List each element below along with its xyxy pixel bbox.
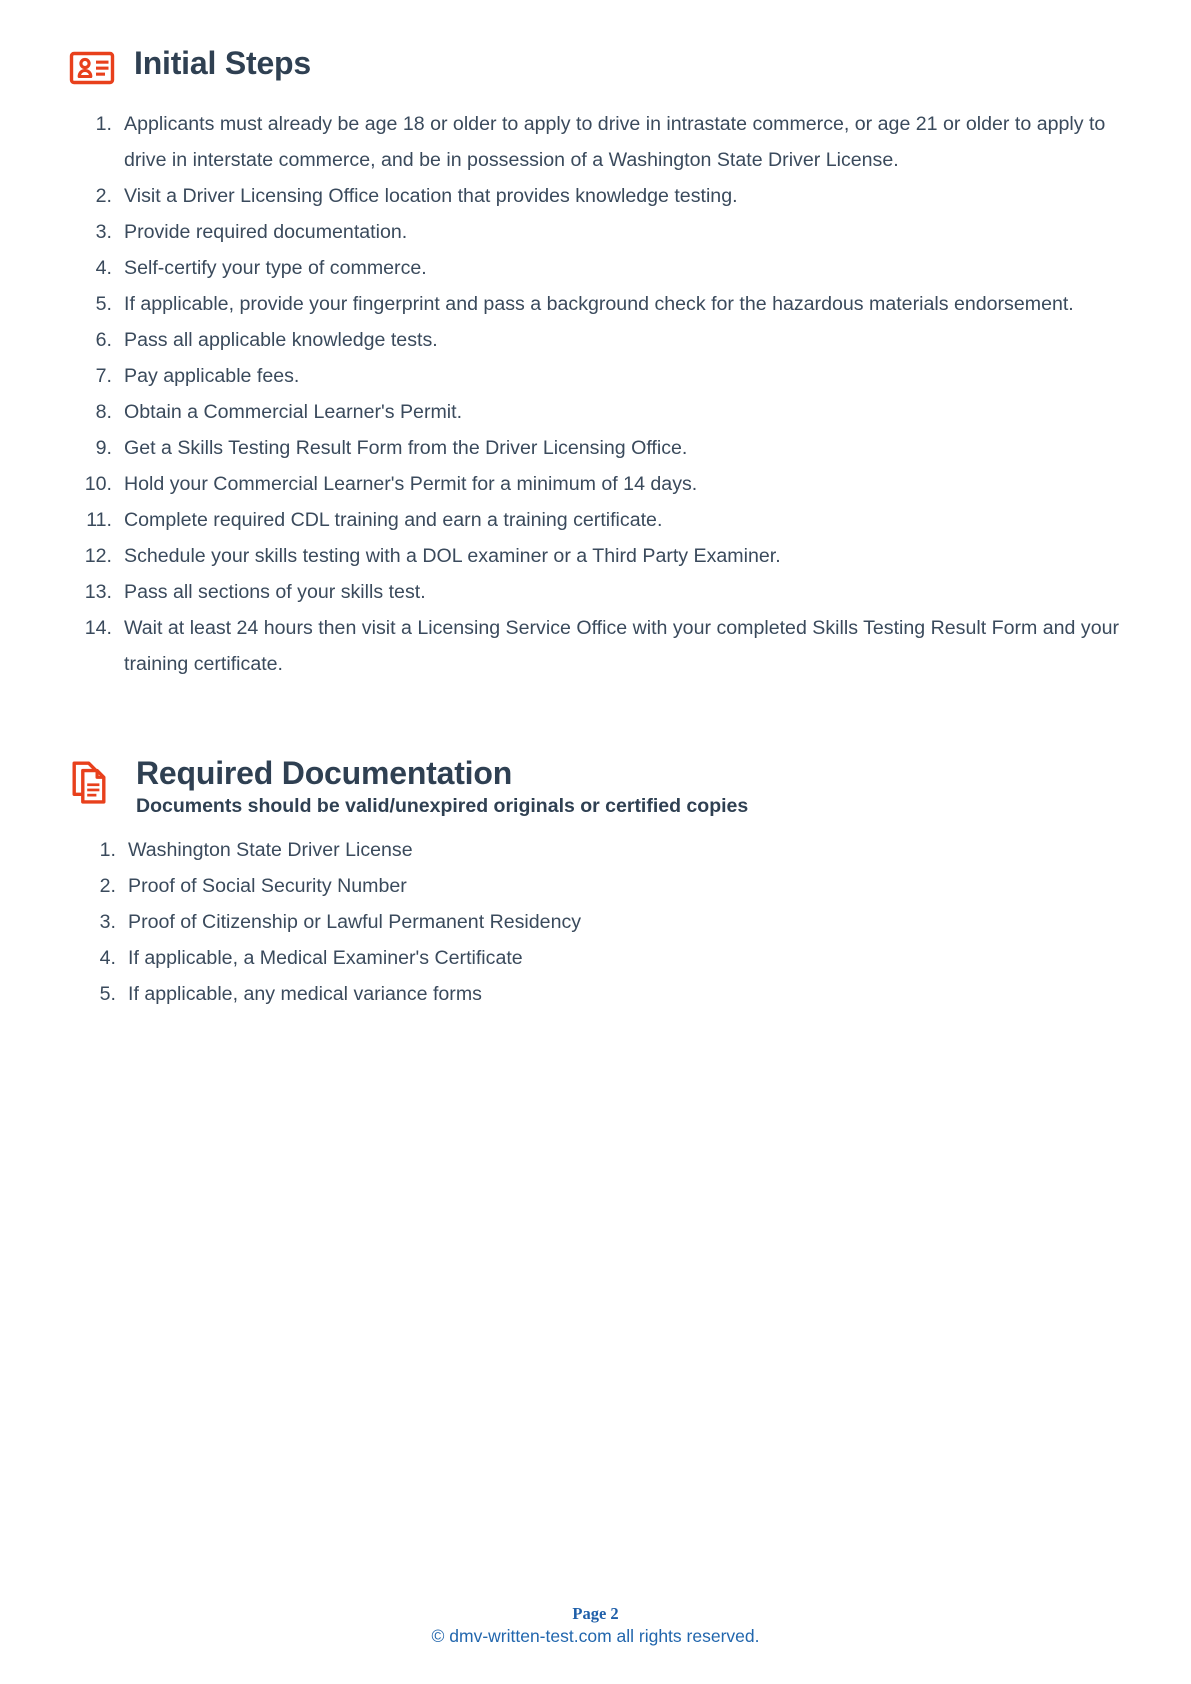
page-footer	[0, 1604, 1191, 1648]
page-title: Initial Steps	[134, 45, 311, 81]
list-item: Wait at least 24 hours then visit a Licensing Service Office with your completed Skills Testing Result Form and your training certificate.	[124, 617, 1120, 675]
page-number: Page 2	[572, 1603, 619, 1623]
id-card-icon	[68, 44, 116, 92]
copyright-notice: © dmv-written-test.com all rights reserved.	[431, 1626, 760, 1647]
list-item: Hold your Commercial Learner's Permit for a minimum of 14 days.	[124, 473, 698, 495]
required-documentation-list	[72, 832, 1131, 1012]
list-item: Washington State Driver License	[128, 839, 413, 862]
section-initial-steps	[0, 0, 1191, 682]
list-item: Obtain a Commercial Learner's Permit.	[124, 401, 463, 423]
section-required-documentation	[0, 754, 1191, 1012]
section-header	[72, 754, 1131, 818]
section-heading: Required Documentation	[136, 755, 513, 791]
list-item: If applicable, a Medical Examiner's Certificate	[128, 947, 523, 970]
list-item: Self-certify your type of commerce.	[124, 257, 427, 279]
list-item: If applicable, provide your fingerprint and pass a background check for the hazardous materials endorsement.	[124, 293, 1074, 315]
list-item: Pass all sections of your skills test.	[124, 581, 426, 603]
list-item: Visit a Driver Licensing Office location that provides knowledge testing.	[124, 185, 738, 207]
list-item: Proof of Citizenship or Lawful Permanent Residency	[128, 911, 582, 934]
section-title-block	[134, 44, 1131, 82]
documents-copy-icon	[72, 758, 114, 808]
list-item: Pass all applicable knowledge tests.	[124, 329, 438, 351]
list-item: Complete required CDL training and earn a training certificate.	[124, 509, 663, 531]
section-header	[68, 44, 1131, 92]
section-title-block	[136, 754, 1131, 818]
list-item: Provide required documentation.	[124, 221, 408, 243]
initial-steps-list	[68, 106, 1131, 682]
list-item: Schedule your skills testing with a DOL examiner or a Third Party Examiner.	[124, 545, 781, 567]
list-item: Pay applicable fees.	[124, 365, 300, 387]
section-subheading: Documents should be valid/unexpired originals or certified copies	[136, 794, 749, 817]
list-item: Applicants must already be age 18 or older to apply to drive in intrastate commerce, or age 21 or older to apply to drive in interstate commerce, and be in possession of a Washington State Driver License.	[124, 113, 1106, 171]
list-item: Get a Skills Testing Result Form from the Driver Licensing Office.	[124, 437, 688, 459]
list-item: If applicable, any medical variance forms	[128, 983, 482, 1006]
list-item: Proof of Social Security Number	[128, 875, 407, 898]
